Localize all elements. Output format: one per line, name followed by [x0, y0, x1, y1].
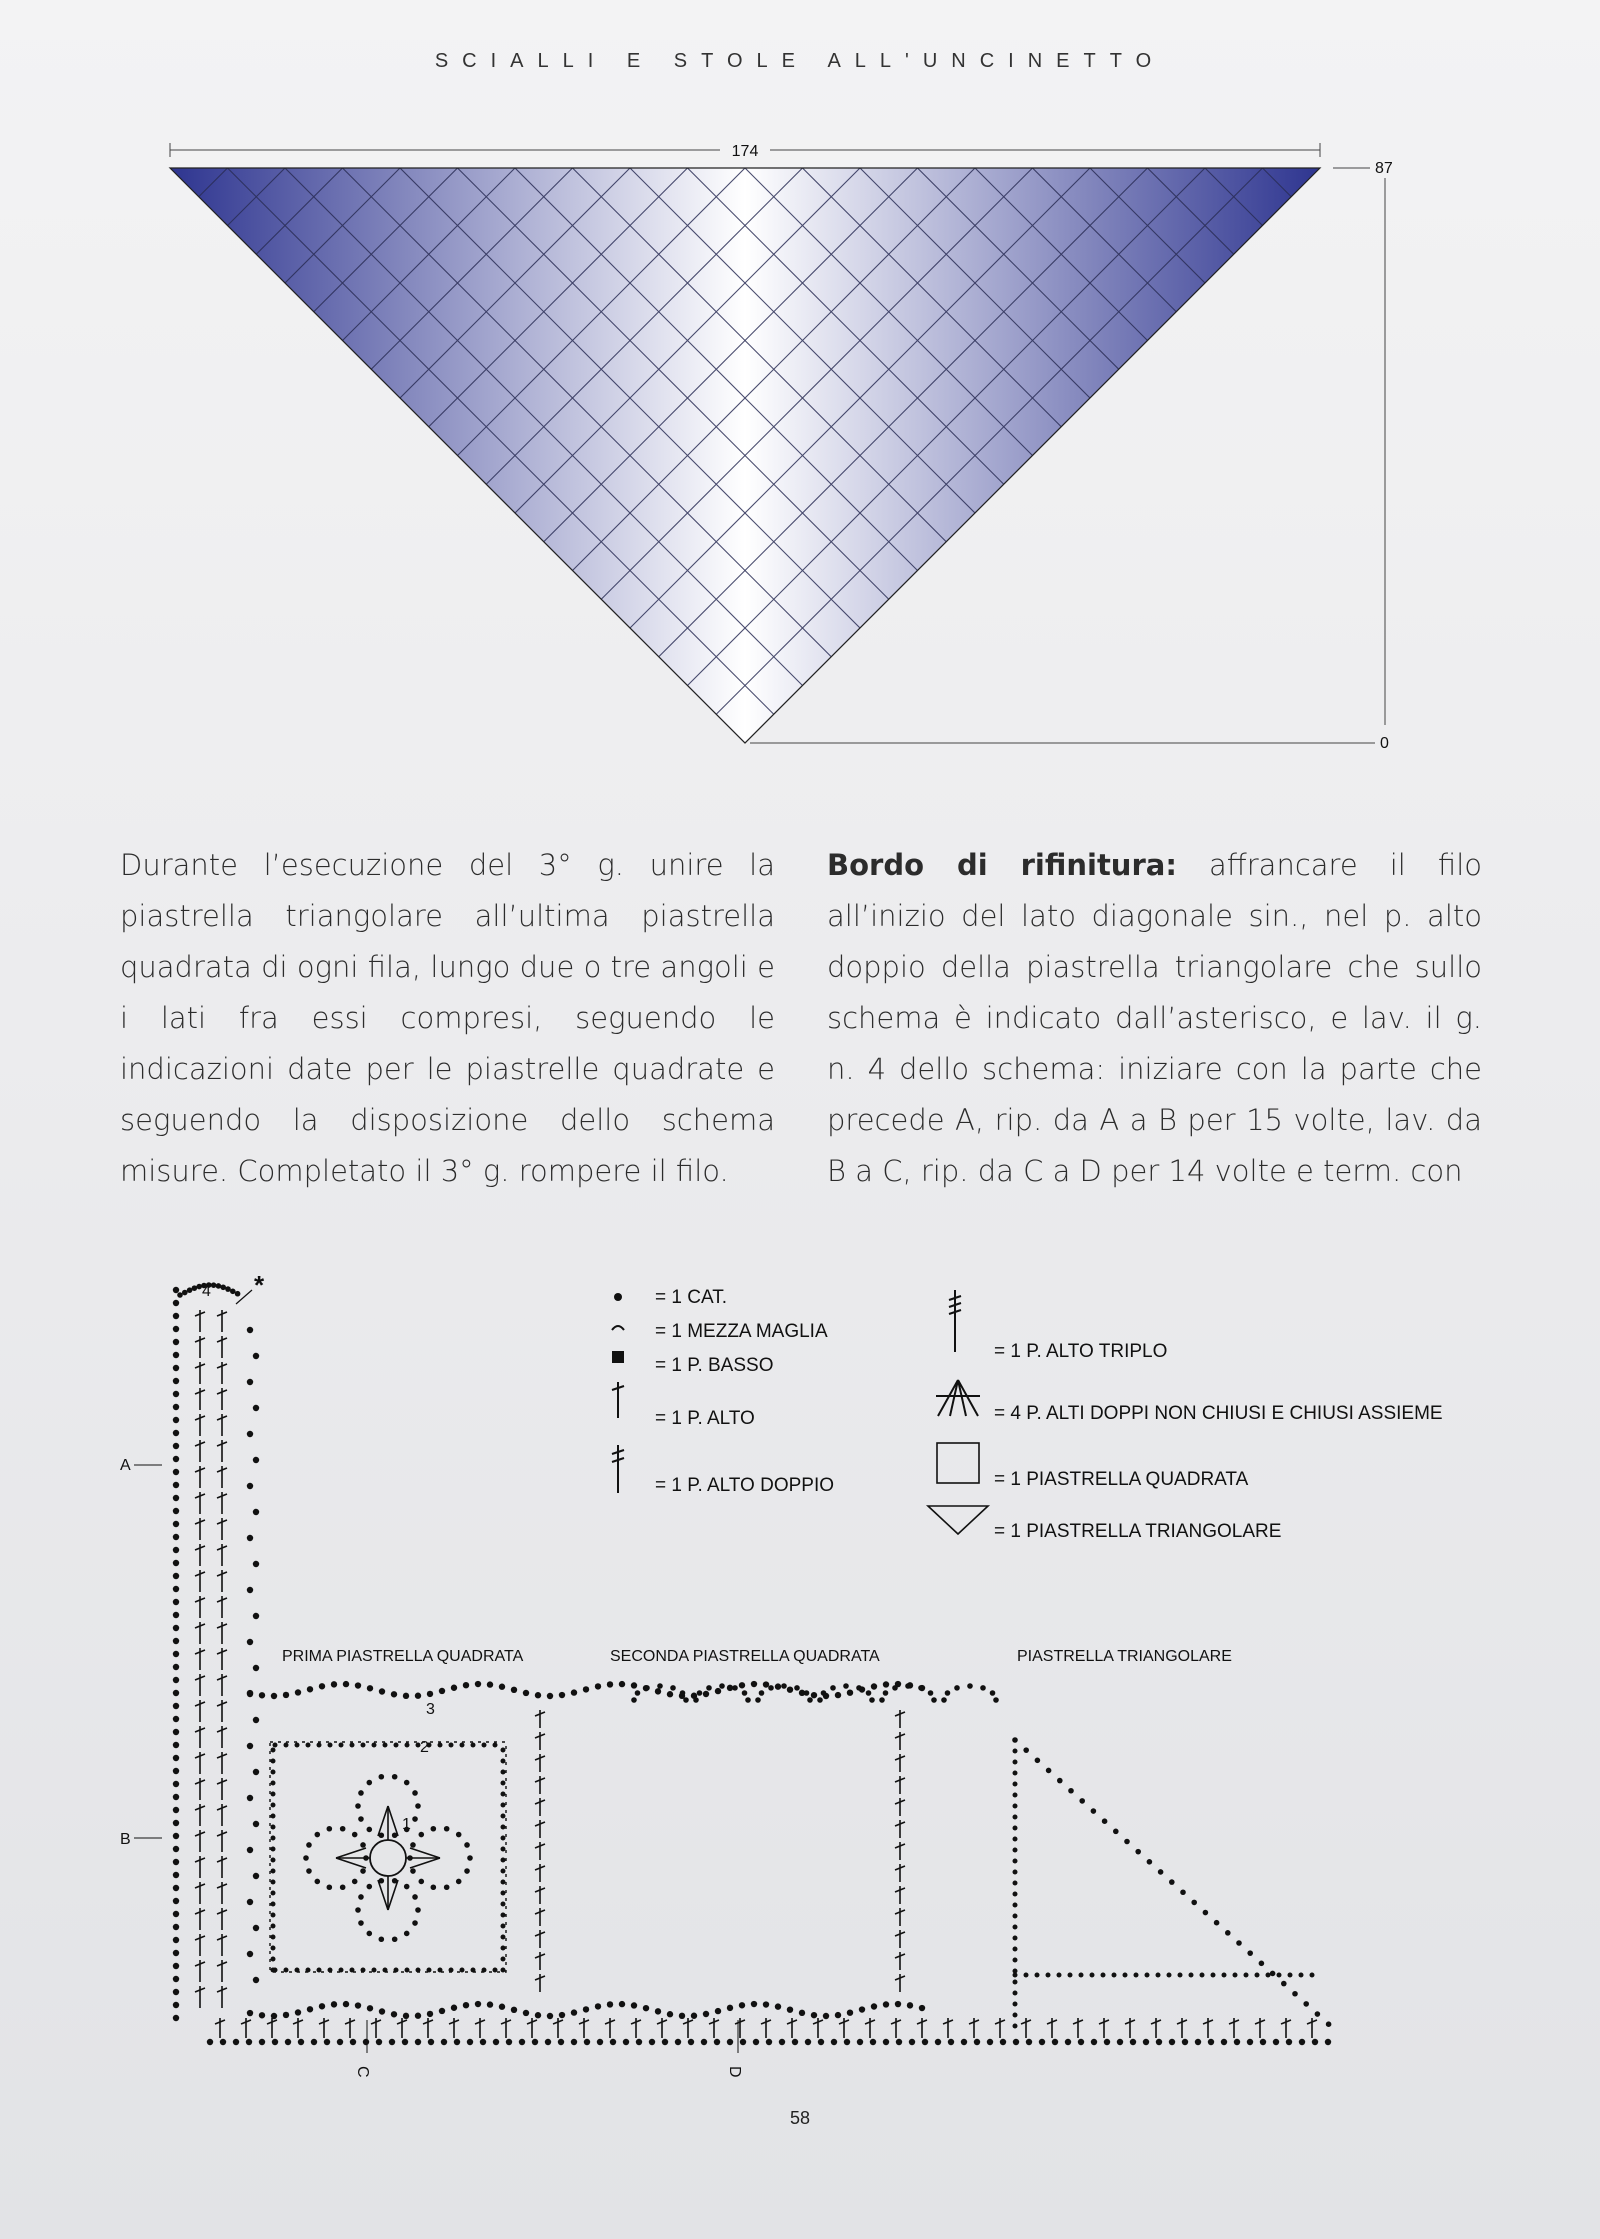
page-number: 58: [789, 2108, 811, 2128]
marker-c: C: [354, 2066, 371, 2078]
legend-alto-triplo: = 1 P. ALTO TRIPLO: [994, 1341, 1168, 1362]
legend-quattro: = 4 P. ALTI DOPPI NON CHIUSI E CHIUSI ASSIEME: [994, 1403, 1443, 1424]
asterisk-marker: *: [254, 1270, 265, 1300]
text-column-left: Durante l’esecuzione del 3° g. unire la piastrella triangolare all’ultima piastrella quadrata di ogni fila, lungo due o tre angoli e i lati fra essi compresi, seguendo le indicazioni date per le piastrelle quadrate e seguendo la disposizione dello schema misure. Completato il 3° g. rompere il filo.: [120, 848, 775, 1188]
round-3: 3: [426, 1701, 435, 1718]
marker-d: D: [726, 2066, 743, 2078]
round-1: 1: [402, 1816, 411, 1833]
label-triangolare: PIASTRELLA TRIANGOLARE: [1017, 1648, 1232, 1665]
crochet-chart: [100, 1270, 1500, 2100]
legend-cat: = 1 CAT.: [655, 1287, 727, 1308]
label-prima: PRIMA PIASTRELLA QUADRATA: [282, 1648, 524, 1665]
round-2: 2: [420, 1739, 429, 1756]
legend-alto: = 1 P. ALTO: [655, 1408, 755, 1429]
marker-b: B: [120, 1831, 131, 1848]
bordo-heading: Bordo di rifinitura:: [827, 848, 1177, 882]
legend-quadrata: = 1 PIASTRELLA QUADRATA: [994, 1469, 1249, 1490]
shawl-measure-diagram: [150, 130, 1410, 760]
legend-basso: = 1 P. BASSO: [655, 1355, 774, 1376]
running-header: SCIALLI E STOLE ALL'UNCINETTO: [434, 50, 1166, 72]
height-top-label: 87: [1375, 160, 1393, 177]
label-seconda: SECONDA PIASTRELLA QUADRATA: [610, 1648, 880, 1665]
tile-center-ring: [370, 1840, 406, 1876]
round-4: 4: [202, 1283, 211, 1300]
legend-triangolare: = 1 PIASTRELLA TRIANGOLARE: [994, 1521, 1282, 1542]
marker-a: A: [120, 1457, 131, 1474]
height-bottom-label: 0: [1380, 735, 1389, 752]
bordo-text: affrancare il filo all’inizio del lato diagonale sin., nel p. alto doppio della piastrella triangolare che sullo schema è indicato dall’asterisco, e lav. il g. n. 4 dello schema: iniziare con la parte che precede A, rip. da A a B per 15 volte, lav. da B a C, rip. da C a D per 14 volte e term. con: [827, 848, 1482, 1188]
width-label: 174: [731, 143, 759, 160]
legend-alto-doppio: = 1 P. ALTO DOPPIO: [655, 1475, 835, 1496]
legend-mezza: = 1 MEZZA MAGLIA: [655, 1321, 828, 1342]
text-column-right: [827, 840, 1482, 1197]
